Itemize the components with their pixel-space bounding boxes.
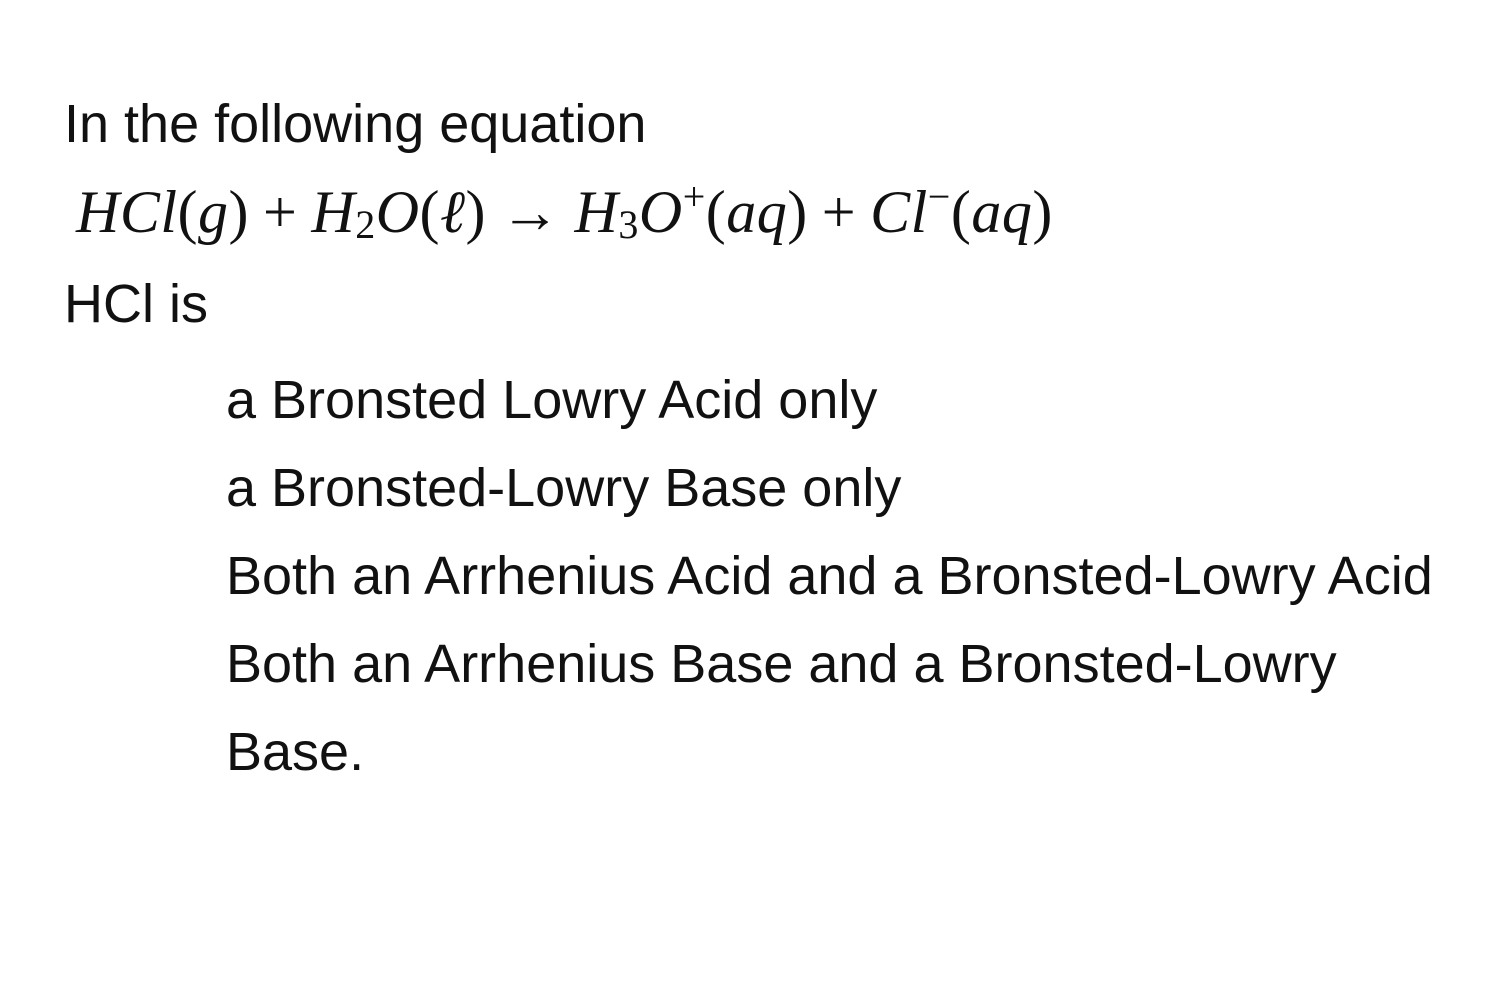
product-hydronium-charge: +	[682, 174, 706, 219]
reactant-hcl-state: g	[198, 179, 229, 245]
question-intro: In the following equation	[64, 94, 647, 154]
product-chloride: Cl	[870, 179, 928, 245]
reactant-water-o: O	[375, 179, 420, 245]
plus-sign: +	[821, 179, 857, 245]
answer-option[interactable]: a Bronsted Lowry Acid only	[226, 370, 878, 430]
reaction-arrow: →	[500, 179, 561, 245]
answer-option[interactable]: a Bronsted-Lowry Base only	[226, 458, 902, 518]
plus-sign: +	[263, 179, 298, 245]
product-hydronium-h: H	[574, 179, 619, 245]
answer-option[interactable]: Both an Arrhenius Base and a Bronsted-Lowry Base.	[226, 634, 1337, 782]
chemical-equation: $HCl(g) + H_2O(\ell) \to H_3O^+(aq) + Cl^-(aq)$	[76, 174, 1053, 247]
product-hydronium-o: O	[638, 179, 683, 245]
answer-options	[226, 356, 1466, 796]
answer-option[interactable]: Both an Arrhenius Acid and a Bronsted-Lowry Acid	[226, 546, 1433, 606]
product-hydronium-state: aq	[726, 179, 788, 245]
product-chloride-state: aq	[971, 179, 1033, 245]
product-chloride-charge: −	[927, 174, 951, 219]
reactant-hcl: HCl	[76, 179, 178, 245]
question-stem: HCl is	[64, 274, 208, 334]
reactant-water-state: ℓ	[440, 179, 466, 245]
reactant-water-h: H	[311, 179, 356, 245]
reactant-water-subscript: 2	[355, 202, 376, 247]
product-hydronium-subscript: 3	[618, 202, 639, 247]
